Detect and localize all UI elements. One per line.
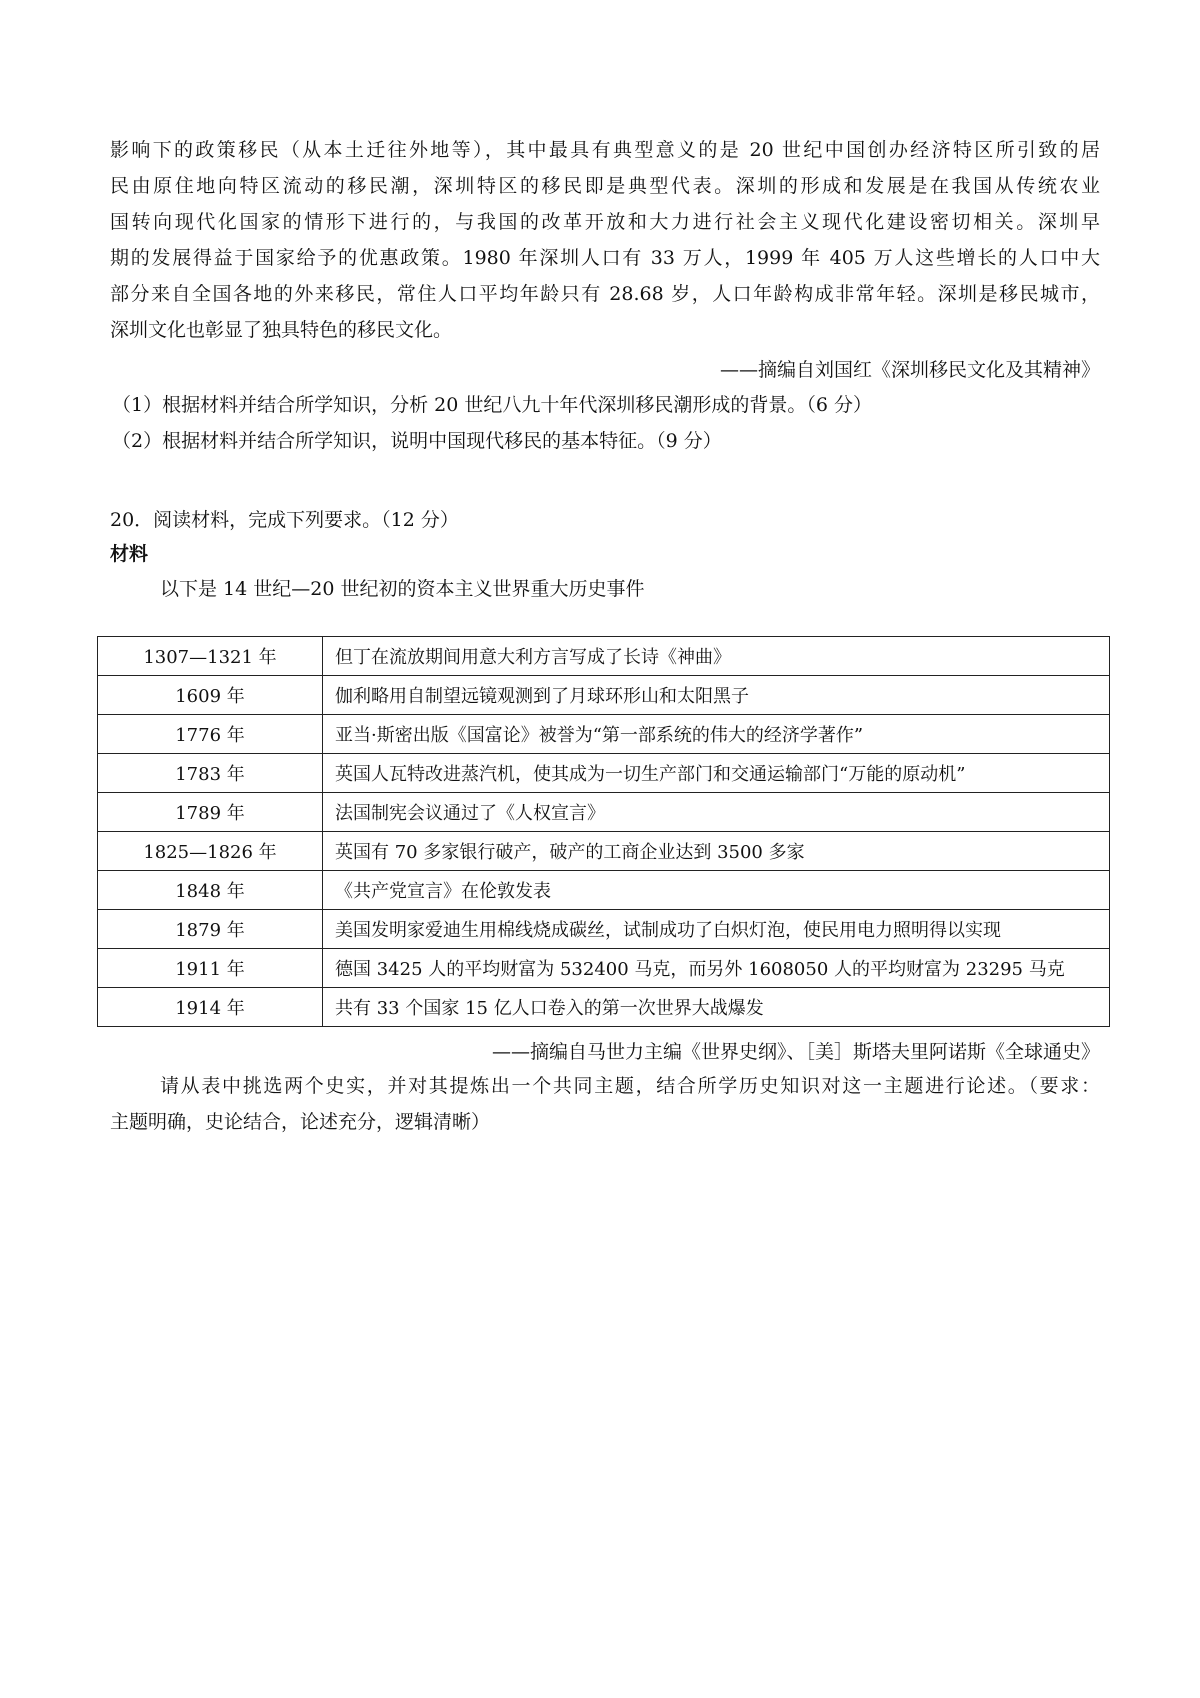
- event-cell: 德国 3425 人的平均财富为 532400 马克，而另外 1608050 人的平均财富为 23295 马克: [323, 949, 1110, 988]
- event-cell: 亚当·斯密出版《国富论》被誉为“第一部系统的伟大的经济学著作”: [323, 715, 1110, 754]
- material-label: 材料: [110, 543, 149, 565]
- year-cell: 1914 年: [98, 988, 323, 1027]
- year-cell: 1825—1826 年: [98, 832, 323, 871]
- event-cell: 但丁在流放期间用意大利方言写成了长诗《神曲》: [323, 637, 1110, 676]
- table-row: [98, 676, 1110, 715]
- year-cell: 1609 年: [98, 676, 323, 715]
- table-row: [98, 988, 1110, 1027]
- year-cell: 1879 年: [98, 910, 323, 949]
- table-row: [98, 949, 1110, 988]
- question-19-part-2: （2）根据材料并结合所学知识，说明中国现代移民的基本特征。（9 分）: [112, 430, 722, 452]
- event-cell: 英国有 70 多家银行破产，破产的工商企业达到 3500 多家: [323, 832, 1110, 871]
- event-cell: 伽利略用自制望远镜观测到了月球环形山和太阳黑子: [323, 676, 1110, 715]
- table-caption: 以下是 14 世纪—20 世纪初的资本主义世界重大历史事件: [160, 578, 645, 600]
- table-row: [98, 754, 1110, 793]
- prompt-line: 请从表中挑选两个史实，并对其提炼出一个共同主题，结合所学历史知识对这一主题进行论述。（要求：: [160, 1075, 1100, 1097]
- question-19-part-1: （1）根据材料并结合所学知识，分析 20 世纪八九十年代深圳移民潮形成的背景。（6 分）: [112, 394, 872, 416]
- event-cell: 共有 33 个国家 15 亿人口卷入的第一次世界大战爆发: [323, 988, 1110, 1027]
- year-cell: 1783 年: [98, 754, 323, 793]
- event-cell: 英国人瓦特改进蒸汽机，使其成为一切生产部门和交通运输部门“万能的原动机”: [323, 754, 1110, 793]
- year-cell: 1848 年: [98, 871, 323, 910]
- passage-source: ——摘编自刘国红《深圳移民文化及其精神》: [719, 359, 1100, 381]
- passage-line: 深圳文化也彰显了独具特色的移民文化。: [110, 319, 453, 341]
- passage-line: 影响下的政策移民（从本土迁往外地等），其中最具有典型意义的是 20 世纪中国创办经济特区所引致的居: [110, 139, 1100, 161]
- table-row: [98, 910, 1110, 949]
- question-20-title: 20．阅读材料，完成下列要求。（12 分）: [110, 509, 459, 531]
- passage-line: 期的发展得益于国家给予的优惠政策。1980 年深圳人口有 33 万人，1999 年 405 万人这些增长的人口中大: [110, 247, 1100, 269]
- year-cell: 1307—1321 年: [98, 637, 323, 676]
- event-cell: 《共产党宣言》在伦敦发表: [323, 871, 1110, 910]
- passage-line: 国转向现代化国家的情形下进行的，与我国的改革开放和大力进行社会主义现代化建设密切相关。深圳早: [110, 211, 1100, 233]
- table-row: [98, 637, 1110, 676]
- event-cell: 美国发明家爱迪生用棉线烧成碳丝，试制成功了白炽灯泡，使民用电力照明得以实现: [323, 910, 1110, 949]
- table-row: [98, 715, 1110, 754]
- table-row: [98, 793, 1110, 832]
- table-row: [98, 871, 1110, 910]
- passage-line: 部分来自全国各地的外来移民，常住人口平均年龄只有 28.68 岁，人口年龄构成非常年轻。深圳是移民城市，: [110, 283, 1100, 305]
- year-cell: 1776 年: [98, 715, 323, 754]
- year-cell: 1911 年: [98, 949, 323, 988]
- table-source: ——摘编自马世力主编《世界史纲》、［美］斯塔夫里阿诺斯《全球通史》: [491, 1041, 1100, 1063]
- prompt-line: 主题明确，史论结合，论述充分，逻辑清晰）: [110, 1111, 491, 1133]
- passage-line: 民由原住地向特区流动的移民潮，深圳特区的移民即是典型代表。深圳的形成和发展是在我国从传统农业: [110, 175, 1100, 197]
- event-cell: 法国制宪会议通过了《人权宣言》: [323, 793, 1110, 832]
- table-row: [98, 832, 1110, 871]
- year-cell: 1789 年: [98, 793, 323, 832]
- events-table: [97, 636, 1110, 1027]
